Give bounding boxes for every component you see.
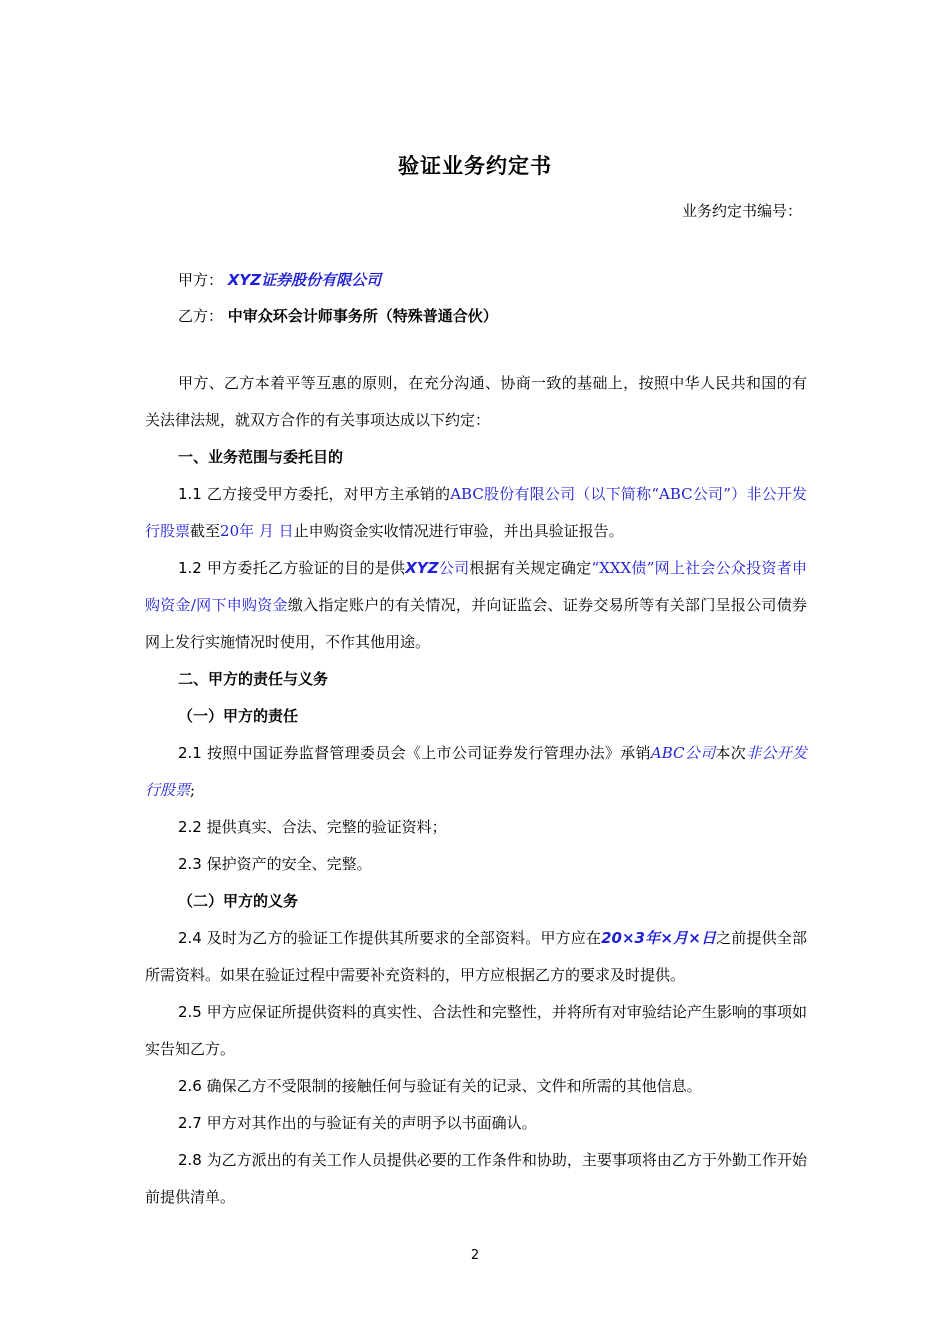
clause-text: 确保乙方不受限制的接触任何与验证有关的记录、文件和所需的其他信息。 — [206, 1077, 702, 1095]
party-b-name: 中审众环会计师事务所（特殊普通合伙） — [227, 307, 498, 325]
clause-2-1 — [145, 735, 807, 809]
clause-text: 及时为乙方的验证工作提供其所要求的全部资料。甲方应在 — [206, 929, 602, 947]
clause-number: 2.2 — [178, 818, 202, 836]
clause-number: 2.3 — [178, 855, 202, 873]
clause-2-6 — [145, 1068, 807, 1105]
contract-number-label: 业务约定书编号： — [681, 202, 802, 220]
clause-2-8 — [145, 1142, 807, 1216]
clause-text: 缴入指定账户的有关情况，并向证监会、证券交易所等有关部门呈报公司债券网上发行实施情况时使用，不作其他用途。 — [145, 596, 807, 651]
company-suffix: 公司 — [438, 559, 470, 577]
clause-2-2 — [145, 809, 807, 846]
clause-number: 2.1 — [178, 744, 202, 762]
clause-1-1 — [145, 476, 807, 550]
issuer-name: ABC股份有限公司（以下简称“ABC公司”）非公开发行股票 — [145, 485, 807, 540]
clause-text: 为乙方派出的有关工作人员提供必要的工作条件和协助，主要事项将由乙方于外勤工作开始前提供清单。 — [145, 1151, 807, 1206]
clause-number: 1.2 — [178, 559, 202, 577]
party-a — [178, 269, 381, 290]
clause-number: 1.1 — [178, 485, 202, 503]
clause-text: 本次 — [715, 744, 747, 762]
section-1-heading: 一、业务范围与委托目的 — [178, 448, 344, 466]
section-2-heading: 二、甲方的责任与义务 — [178, 670, 329, 688]
clause-text: 甲方委托乙方验证的目的是供 — [206, 559, 406, 577]
clause-2-7 — [145, 1105, 807, 1142]
clause-number: 2.7 — [178, 1114, 202, 1132]
clause-text: 提供真实、合法、完整的验证资料； — [206, 818, 447, 836]
clause-text: 根据有关规定确定 — [469, 559, 592, 577]
clause-text: 乙方接受甲方委托，对甲方主承销的 — [206, 485, 451, 503]
deadline-date: 20×3年×月×日 — [601, 929, 717, 947]
company-abbrev: XYZ — [405, 559, 439, 577]
clause-number: 2.5 — [178, 1003, 202, 1021]
clause-number: 2.6 — [178, 1077, 202, 1095]
clause-1-2 — [145, 550, 807, 661]
clause-text: 之前提供全部所需资料。如果在验证过程中需要补充资料的，甲方应根据乙方的要求及时提供。 — [145, 929, 807, 984]
clause-text: 保护资产的安全、完整。 — [206, 855, 372, 873]
subsection-1-heading: （一）甲方的责任 — [178, 707, 299, 725]
document-body — [145, 365, 807, 1216]
issuer-short-name: ABC公司 — [650, 744, 716, 762]
clause-text: 按照中国证券监督管理委员会《上市公司证券发行管理办法》承销 — [206, 744, 651, 762]
clause-number: 2.8 — [178, 1151, 202, 1169]
party-b-label: 乙方： — [178, 307, 224, 325]
document-title: 验证业务约定书 — [398, 154, 552, 178]
party-b — [178, 305, 498, 326]
clause-2-4 — [145, 920, 807, 994]
intro-paragraph: 甲方、乙方本着平等互惠的原则，在充分沟通、协商一致的基础上，按照中华人民共和国的有关法律法规，就双方合作的有关事项达成以下约定： — [145, 374, 807, 429]
clause-text: 截至 — [190, 522, 221, 540]
clause-text: ; — [190, 781, 196, 799]
clause-text: 止申购资金实收情况进行审验，并出具验证报告。 — [293, 522, 624, 540]
page-number: 2 — [470, 1248, 480, 1263]
clause-text: 甲方应保证所提供资料的真实性、合法性和完整性，并将所有对审验结论产生影响的事项如实告知乙方。 — [145, 1003, 807, 1058]
clause-2-3 — [145, 846, 807, 883]
party-a-label: 甲方： — [178, 271, 224, 289]
issue-type: 非公开发行股票 — [145, 744, 807, 799]
clause-2-5 — [145, 994, 807, 1068]
clause-number: 2.4 — [178, 929, 202, 947]
clause-text: 甲方对其作出的与验证有关的声明予以书面确认。 — [206, 1114, 537, 1132]
bond-funds: “XXX债”网上社会公众投资者申购资金/网下申购资金 — [145, 559, 807, 614]
party-a-name: XYZ证券股份有限公司 — [227, 271, 382, 289]
subsection-2-heading: （二）甲方的义务 — [178, 892, 299, 910]
cutoff-date: 20年 月 日 — [220, 522, 294, 540]
